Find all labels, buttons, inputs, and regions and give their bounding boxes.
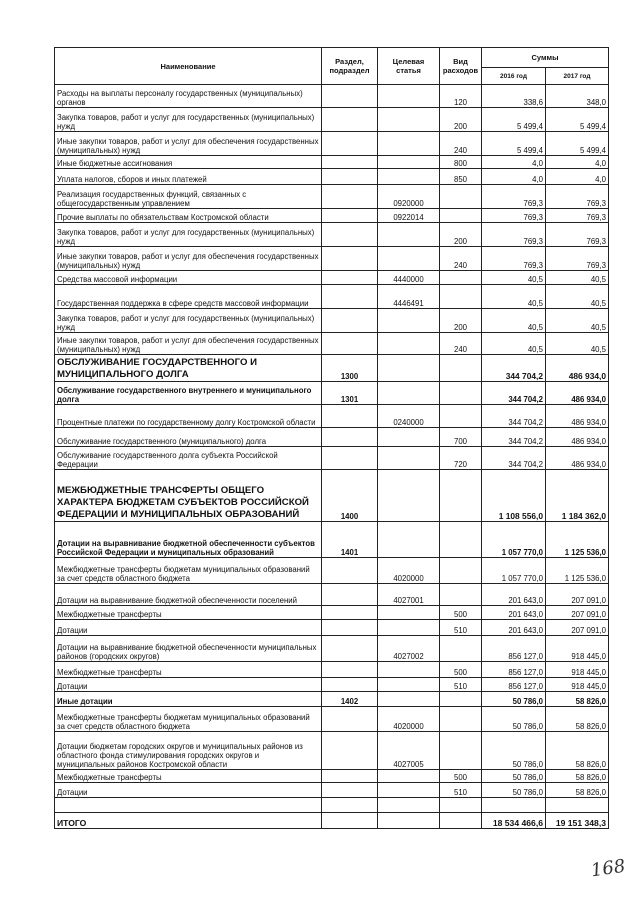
row-2016-cell: [482, 798, 546, 813]
table-row: [55, 132, 609, 156]
row-2017-cell: 5 499,4: [546, 108, 609, 132]
row-section-cell: [322, 606, 378, 620]
row-name-cell: Расходы на выплаты персоналу государственных (муниципальных) органов: [55, 85, 322, 108]
table-row: [55, 428, 609, 447]
row-2017-cell: 486 934,0: [546, 405, 609, 428]
row-name-cell: Иные закупки товаров, работ и услуг для обеспечения государственных (муниципальных) нужд: [55, 247, 322, 271]
row-2017-cell: 4,0: [546, 169, 609, 185]
row-type-cell: 850: [440, 169, 482, 185]
row-name-cell: Реализация государственных функций, связанных с общегосударственным управлением: [55, 185, 322, 209]
row-target-cell: [378, 692, 440, 707]
row-target-cell: [378, 333, 440, 355]
row-type-cell: [440, 707, 482, 732]
row-type-cell: 720: [440, 447, 482, 470]
row-section-cell: [322, 285, 378, 309]
row-name-cell: Закупка товаров, работ и услуг для государственных (муниципальных) нужд: [55, 223, 322, 247]
row-2017-cell: 58 826,0: [546, 732, 609, 770]
row-2016-cell: 856 127,0: [482, 636, 546, 662]
row-type-cell: 240: [440, 247, 482, 271]
row-target-cell: [378, 620, 440, 636]
row-2017-cell: 486 934,0: [546, 382, 609, 405]
row-2017-cell: 207 091,0: [546, 620, 609, 636]
row-name-cell: Закупка товаров, работ и услуг для государственных (муниципальных) нужд: [55, 108, 322, 132]
row-type-cell: 240: [440, 333, 482, 355]
table-row: [55, 156, 609, 169]
row-2016-cell: 769,3: [482, 209, 546, 223]
table-row: [55, 662, 609, 678]
row-type-cell: [440, 522, 482, 558]
row-name-cell: Иные закупки товаров, работ и услуг для обеспечения государственных (муниципальных) нужд: [55, 132, 322, 156]
row-name-cell: Дотации бюджетам городских округов и муниципальных районов из областного фонда стимулирования городских округов и муниципальных районов Костромской области: [55, 732, 322, 770]
row-2017-cell: 40,5: [546, 333, 609, 355]
row-target-cell: [378, 355, 440, 382]
table-row: [55, 636, 609, 662]
table-row: [55, 309, 609, 333]
row-type-cell: [440, 285, 482, 309]
row-section-cell: [322, 813, 378, 829]
row-section-cell: [322, 798, 378, 813]
row-2016-cell: 50 786,0: [482, 732, 546, 770]
row-2016-cell: 4,0: [482, 156, 546, 169]
table-row: [55, 185, 609, 209]
row-name-cell: Дотации: [55, 783, 322, 798]
row-type-cell: 200: [440, 108, 482, 132]
row-section-cell: [322, 428, 378, 447]
row-2016-cell: 1 108 556,0: [482, 470, 546, 522]
header-sums: Суммы: [482, 48, 609, 68]
row-name-cell: Процентные платежи по государственному долгу Костромской области: [55, 405, 322, 428]
row-2016-cell: 344 704,2: [482, 355, 546, 382]
row-2017-cell: 40,5: [546, 285, 609, 309]
row-2017-cell: 486 934,0: [546, 447, 609, 470]
table-row: [55, 678, 609, 692]
row-2017-cell: 207 091,0: [546, 606, 609, 620]
table-row: [55, 584, 609, 606]
row-type-cell: [440, 636, 482, 662]
row-target-cell: [378, 132, 440, 156]
row-2016-cell: 50 786,0: [482, 692, 546, 707]
row-2016-cell: 201 643,0: [482, 620, 546, 636]
row-2017-cell: 769,3: [546, 223, 609, 247]
row-target-cell: [378, 678, 440, 692]
row-target-cell: [378, 813, 440, 829]
table-row: [55, 355, 609, 382]
table-row: [55, 108, 609, 132]
row-name-cell: Уплата налогов, сборов и иных платежей: [55, 169, 322, 185]
row-target-cell: 4027001: [378, 584, 440, 606]
row-target-cell: [378, 662, 440, 678]
row-name-cell: ОБСЛУЖИВАНИЕ ГОСУДАРСТВЕННОГО И МУНИЦИПАЛЬНОГО ДОЛГА: [55, 355, 322, 382]
row-2016-cell: 18 534 466,6: [482, 813, 546, 829]
row-type-cell: [440, 355, 482, 382]
row-2017-cell: 40,5: [546, 271, 609, 285]
row-target-cell: 0922014: [378, 209, 440, 223]
row-type-cell: 500: [440, 662, 482, 678]
row-type-cell: 500: [440, 606, 482, 620]
row-name-cell: Дотации на выравнивание бюджетной обеспеченности субъектов Российской Федерации и муниципальных образований: [55, 522, 322, 558]
row-section-cell: 1400: [322, 470, 378, 522]
row-section-cell: [322, 405, 378, 428]
row-name-cell: Межбюджетные трансферты: [55, 770, 322, 783]
row-section-cell: [322, 707, 378, 732]
header-section: Раздел, подраздел: [322, 48, 378, 85]
row-2016-cell: 344 704,2: [482, 428, 546, 447]
row-2016-cell: 40,5: [482, 285, 546, 309]
row-2016-cell: 201 643,0: [482, 606, 546, 620]
row-type-cell: [440, 271, 482, 285]
row-target-cell: [378, 309, 440, 333]
row-2016-cell: 856 127,0: [482, 662, 546, 678]
row-name-cell: ИТОГО: [55, 813, 322, 829]
row-2017-cell: 348,0: [546, 85, 609, 108]
row-target-cell: [378, 606, 440, 620]
row-target-cell: [378, 382, 440, 405]
row-2017-cell: 918 445,0: [546, 662, 609, 678]
table-row: [55, 169, 609, 185]
row-2017-cell: 486 934,0: [546, 428, 609, 447]
row-2017-cell: 58 826,0: [546, 692, 609, 707]
row-section-cell: [322, 636, 378, 662]
row-2017-cell: 5 499,4: [546, 132, 609, 156]
table-row: [55, 382, 609, 405]
row-2016-cell: 40,5: [482, 309, 546, 333]
header-type: Вид расходов: [440, 48, 482, 85]
row-2017-cell: 769,3: [546, 185, 609, 209]
row-2017-cell: 19 151 348,3: [546, 813, 609, 829]
row-2017-cell: 4,0: [546, 156, 609, 169]
row-name-cell: Дотации: [55, 678, 322, 692]
row-section-cell: [322, 271, 378, 285]
row-name-cell: [55, 798, 322, 813]
row-section-cell: [322, 678, 378, 692]
row-target-cell: 4020000: [378, 558, 440, 584]
row-type-cell: [440, 405, 482, 428]
row-type-cell: 240: [440, 132, 482, 156]
row-2016-cell: 769,3: [482, 223, 546, 247]
row-2017-cell: 58 826,0: [546, 783, 609, 798]
row-target-cell: [378, 770, 440, 783]
row-target-cell: [378, 247, 440, 271]
row-section-cell: [322, 223, 378, 247]
table-row: [55, 798, 609, 813]
row-type-cell: 510: [440, 783, 482, 798]
row-2016-cell: 1 057 770,0: [482, 558, 546, 584]
row-2016-cell: 338,6: [482, 85, 546, 108]
row-2017-cell: 769,3: [546, 209, 609, 223]
row-2017-cell: 40,5: [546, 309, 609, 333]
row-type-cell: 200: [440, 223, 482, 247]
row-2016-cell: 769,3: [482, 185, 546, 209]
header-target: Целевая статья: [378, 48, 440, 85]
row-type-cell: 200: [440, 309, 482, 333]
row-type-cell: 120: [440, 85, 482, 108]
row-2017-cell: [546, 798, 609, 813]
table-row: [55, 558, 609, 584]
row-target-cell: 4020000: [378, 707, 440, 732]
row-type-cell: [440, 382, 482, 405]
row-name-cell: Обслуживание государственного долга субъекта Российской Федерации: [55, 447, 322, 470]
row-target-cell: [378, 223, 440, 247]
row-section-cell: 1402: [322, 692, 378, 707]
page-number: 168: [589, 855, 627, 882]
table-row: [55, 285, 609, 309]
row-2016-cell: 344 704,2: [482, 405, 546, 428]
row-name-cell: Дотации на выравнивание бюджетной обеспеченности поселений: [55, 584, 322, 606]
row-2017-cell: 1 184 362,0: [546, 470, 609, 522]
row-target-cell: [378, 470, 440, 522]
table-row: [55, 692, 609, 707]
row-section-cell: [322, 558, 378, 584]
row-section-cell: [322, 732, 378, 770]
row-section-cell: [322, 620, 378, 636]
row-2016-cell: 4,0: [482, 169, 546, 185]
row-type-cell: [440, 470, 482, 522]
header-year-2017: 2017 год: [546, 68, 609, 85]
table-row: [55, 247, 609, 271]
row-type-cell: [440, 813, 482, 829]
row-type-cell: 800: [440, 156, 482, 169]
row-target-cell: [378, 428, 440, 447]
row-2017-cell: 58 826,0: [546, 707, 609, 732]
row-2016-cell: 344 704,2: [482, 382, 546, 405]
row-2016-cell: 50 786,0: [482, 770, 546, 783]
row-2016-cell: 40,5: [482, 333, 546, 355]
row-target-cell: [378, 156, 440, 169]
row-name-cell: Обслуживание государственного внутреннего и муниципального долга: [55, 382, 322, 405]
row-2016-cell: 201 643,0: [482, 584, 546, 606]
row-type-cell: [440, 584, 482, 606]
row-name-cell: МЕЖБЮДЖЕТНЫЕ ТРАНСФЕРТЫ ОБЩЕГО ХАРАКТЕРА БЮДЖЕТАМ СУБЪЕКТОВ РОССИЙСКОЙ ФЕДЕРАЦИИ И МУНИЦИПАЛЬНЫХ ОБРАЗОВАНИЙ: [55, 470, 322, 522]
table-row: [55, 85, 609, 108]
table-row: [55, 209, 609, 223]
row-type-cell: [440, 798, 482, 813]
row-name-cell: Иные дотации: [55, 692, 322, 707]
row-section-cell: [322, 185, 378, 209]
row-section-cell: [322, 108, 378, 132]
row-name-cell: Иные бюджетные ассигнования: [55, 156, 322, 169]
row-name-cell: Дотации: [55, 620, 322, 636]
row-type-cell: [440, 558, 482, 584]
row-section-cell: [322, 209, 378, 223]
row-name-cell: Иные закупки товаров, работ и услуг для обеспечения государственных (муниципальных) нужд: [55, 333, 322, 355]
row-2016-cell: 856 127,0: [482, 678, 546, 692]
row-section-cell: [322, 662, 378, 678]
row-section-cell: [322, 783, 378, 798]
table-row: [55, 405, 609, 428]
row-2016-cell: 5 499,4: [482, 108, 546, 132]
row-2017-cell: 207 091,0: [546, 584, 609, 606]
row-section-cell: 1401: [322, 522, 378, 558]
header-year-2016: 2016 год: [482, 68, 546, 85]
table-row: [55, 770, 609, 783]
row-target-cell: 0240000: [378, 405, 440, 428]
row-target-cell: [378, 522, 440, 558]
row-type-cell: [440, 185, 482, 209]
row-target-cell: [378, 798, 440, 813]
row-2017-cell: 769,3: [546, 247, 609, 271]
table-row: [55, 522, 609, 558]
row-target-cell: [378, 85, 440, 108]
row-section-cell: [322, 770, 378, 783]
row-section-cell: [322, 169, 378, 185]
table-row: [55, 333, 609, 355]
row-type-cell: [440, 732, 482, 770]
row-target-cell: [378, 169, 440, 185]
row-target-cell: [378, 108, 440, 132]
row-section-cell: [322, 584, 378, 606]
row-section-cell: [322, 447, 378, 470]
table-row: [55, 447, 609, 470]
row-2016-cell: 50 786,0: [482, 707, 546, 732]
table-body: [55, 85, 609, 829]
row-2016-cell: 5 499,4: [482, 132, 546, 156]
row-section-cell: [322, 247, 378, 271]
row-section-cell: [322, 156, 378, 169]
row-name-cell: Межбюджетные трансферты: [55, 606, 322, 620]
row-2016-cell: 344 704,2: [482, 447, 546, 470]
row-name-cell: Межбюджетные трансферты бюджетам муниципальных образований за счет средств областного бюджета: [55, 707, 322, 732]
row-2016-cell: 50 786,0: [482, 783, 546, 798]
row-2016-cell: 40,5: [482, 271, 546, 285]
row-2017-cell: 1 125 536,0: [546, 522, 609, 558]
row-target-cell: 4446491: [378, 285, 440, 309]
row-2016-cell: 769,3: [482, 247, 546, 271]
row-type-cell: [440, 209, 482, 223]
row-section-cell: [322, 85, 378, 108]
row-name-cell: Дотации на выравнивание бюджетной обеспеченности муниципальных районов (городских округов): [55, 636, 322, 662]
row-2016-cell: 1 057 770,0: [482, 522, 546, 558]
row-target-cell: [378, 447, 440, 470]
row-name-cell: Обслуживание государственного (муниципального) долга: [55, 428, 322, 447]
row-type-cell: 500: [440, 770, 482, 783]
table-row: [55, 606, 609, 620]
row-name-cell: Государственная поддержка в сфере средств массовой информации: [55, 285, 322, 309]
row-2017-cell: 1 125 536,0: [546, 558, 609, 584]
table-row: [55, 470, 609, 522]
row-target-cell: 4027005: [378, 732, 440, 770]
row-2017-cell: 486 934,0: [546, 355, 609, 382]
header-name: Наименование: [55, 48, 322, 85]
row-2017-cell: 58 826,0: [546, 770, 609, 783]
row-target-cell: 4027002: [378, 636, 440, 662]
row-name-cell: Прочие выплаты по обязательствам Костромской области: [55, 209, 322, 223]
row-target-cell: 0920000: [378, 185, 440, 209]
row-type-cell: 510: [440, 678, 482, 692]
table-row: [55, 707, 609, 732]
row-type-cell: 510: [440, 620, 482, 636]
table-row: [55, 223, 609, 247]
budget-table: [54, 47, 609, 829]
row-type-cell: 700: [440, 428, 482, 447]
row-type-cell: [440, 692, 482, 707]
table-row: [55, 783, 609, 798]
row-name-cell: Межбюджетные трансферты бюджетам муниципальных образований за счет средств областного бюджета: [55, 558, 322, 584]
row-section-cell: 1300: [322, 355, 378, 382]
row-2017-cell: 918 445,0: [546, 678, 609, 692]
row-name-cell: Средства массовой информации: [55, 271, 322, 285]
row-target-cell: [378, 783, 440, 798]
table-row: [55, 732, 609, 770]
row-2017-cell: 918 445,0: [546, 636, 609, 662]
table-row: [55, 813, 609, 829]
row-section-cell: [322, 309, 378, 333]
row-section-cell: [322, 132, 378, 156]
row-name-cell: Межбюджетные трансферты: [55, 662, 322, 678]
row-name-cell: Закупка товаров, работ и услуг для государственных (муниципальных) нужд: [55, 309, 322, 333]
row-target-cell: 4440000: [378, 271, 440, 285]
row-section-cell: [322, 333, 378, 355]
table-row: [55, 271, 609, 285]
table-row: [55, 620, 609, 636]
row-section-cell: 1301: [322, 382, 378, 405]
